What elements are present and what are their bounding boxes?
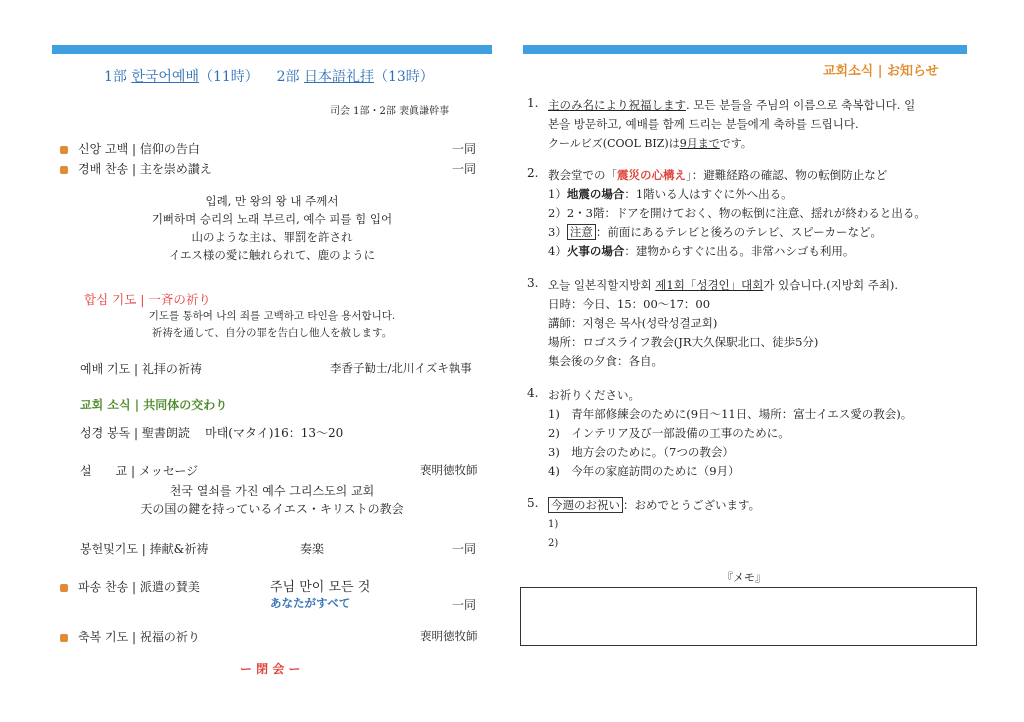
sermon-title [52, 482, 492, 518]
sermon-title-ja: 天の国の鍵を持っているイエス・キリストの教会 [140, 502, 404, 516]
offering-right: 一同 [452, 542, 477, 556]
notice-2-earthquake: 震災の心構え [617, 168, 686, 182]
hymn-line: 山のような主は、罪罰を許され [191, 230, 353, 244]
sub-num: 4） [548, 244, 567, 258]
hymn-lyrics [52, 192, 492, 264]
sub-fire: 火事の場合 [566, 244, 625, 258]
sub-fire-text: ：建物からすぐに出る。非常ハシゴも利用。 [624, 244, 855, 258]
notice-1-text: . 모든 분들을 주님의 이름으로 축복합니다. 일 [686, 98, 916, 112]
praise-label: 경배 찬송 | 主を崇め讃え [78, 162, 212, 176]
sub-caution: 注意 [567, 224, 596, 240]
notice-2-number: 2. [527, 166, 539, 180]
sending-hymn-label: 파송 찬송 | 派遣の賛美 [78, 580, 200, 594]
sub-num: 1） [548, 187, 567, 201]
notice-4-item: 3) 地方会のために。（7つの教会） [548, 445, 734, 459]
praise-row [60, 160, 212, 177]
notice-5-item: 1) [548, 519, 559, 530]
benediction-row [60, 628, 200, 645]
sending-hymn-right: 一同 [452, 598, 477, 612]
notice-1-line2: 본을 방문하고, 예배를 함께 드리는 분들에게 축하를 드립니다. [548, 117, 859, 131]
memo-title: 『メモ』 [722, 571, 766, 584]
notice-3-dinner: 集会後の夕食：各自。 [548, 354, 663, 368]
notice-4-item: 1) 青年部修練会のために(9日～11日、場所：富士イエス愛の教会)。 [548, 407, 913, 421]
bullet-icon [60, 166, 68, 174]
praise-right: 一同 [452, 162, 477, 176]
part2-link[interactable]: 日本語礼拝 [303, 69, 374, 85]
notice-2-post: 」：避難経路の確認、物の転倒防止など [686, 168, 888, 182]
memo-box[interactable] [520, 587, 977, 646]
sending-hymn-row [60, 578, 200, 595]
notices-title: 교회소식 | お知らせ [823, 64, 939, 79]
offering-label: 봉헌및기도 | 捧献&祈祷 [80, 542, 209, 556]
part1-prefix: 1部 [104, 69, 132, 85]
notice-5-text: ：おめでとうございます。 [623, 498, 761, 512]
closing: ー 閉 会 ー [240, 662, 301, 676]
notice-3-pre: 오늘 일본직할지방회 [548, 278, 656, 292]
sub-quake: 地震の場合 [566, 187, 625, 201]
service-header [104, 66, 434, 86]
bullet-icon [60, 584, 68, 592]
sermon-label: 설 교 | メッセージ [80, 464, 199, 478]
sub-floors: 2）2・3階：ドアを開けておく、物の転倒に注意、揺れが終わると出る。 [548, 206, 926, 220]
sending-hymn-song-ja: あなたがすべて [270, 596, 351, 610]
scripture-ref: 마태(マタイ)16：13～20 [205, 426, 344, 440]
notice-3-place: 場所：ロゴスライフ教会(JR大久保駅北口、徒歩5分) [548, 335, 819, 349]
part1-time: （11時） [198, 69, 259, 85]
confession-right: 一同 [452, 142, 477, 156]
notice-4 [548, 386, 912, 481]
confession-label: 신앙 고백 | 信仰の告白 [78, 142, 200, 156]
notice-3-speaker: 講師：지형은 목사(성락성결교회) [548, 316, 718, 330]
notice-1-blessing: 主のみ名により祝福します [548, 98, 686, 112]
prayer-line: 기도를 통하여 나의 죄를 고백하고 타인을 용서합니다. [148, 310, 396, 322]
part1-link[interactable]: 한국어예배 [131, 69, 199, 85]
part2-time: （13時） [373, 69, 434, 85]
notice-2-pre: 教会堂での「 [548, 168, 617, 182]
sermon-preacher: 裵明徳牧師 [420, 463, 478, 477]
notice-4-item: 4) 今年の家庭訪問のために（9月） [548, 464, 740, 478]
notice-1-number: 1. [527, 96, 539, 110]
notice-3-post: 가 있습니다.(지방회 주최). [763, 278, 899, 292]
notice-5-number: 5. [527, 496, 539, 510]
worship-prayer-label: 예배 기도 | 礼拝の祈祷 [80, 362, 202, 376]
sub-quake-text: ：1階いる人はすぐに外へ出る。 [624, 187, 793, 201]
hymn-line: 입례, 만 왕의 왕 내 주께서 [205, 194, 339, 208]
notice-1-coolbiz: クールビズ(COOL BIZ)は [548, 137, 680, 150]
church-news-title: 교회 소식 | 共同体の交わり [80, 398, 228, 412]
notice-5-celebration: 今週のお祝い [548, 497, 623, 513]
notice-1 [548, 96, 915, 153]
presider: 司会 1部・2部 裵眞謙幹事 [330, 106, 450, 117]
notice-5-item: 2) [548, 538, 559, 549]
sermon-title-ko: 천국 열쇠를 가진 예수 그리스도의 교회 [169, 484, 375, 498]
worship-prayer-right: 李香子勧士/北川イズキ執事 [330, 361, 472, 375]
notice-3-event: 제1회「성경인」대회 [655, 278, 764, 292]
notice-4-number: 4. [527, 386, 539, 400]
notice-3-number: 3. [527, 276, 539, 290]
notice-5 [548, 496, 760, 553]
bullet-icon [60, 146, 68, 154]
confession-row [60, 140, 200, 157]
scripture-label: 성경 봉독 | 聖書朗読 [80, 426, 190, 440]
prayer-title: 합심 기도 | 一斉の祈り [84, 292, 211, 307]
prayer-line: 祈祷を通して、自分の罪を告白し他人を赦します。 [151, 327, 393, 339]
hymn-line: イエス様の愛に触れられて、鹿のように [168, 248, 376, 262]
hymn-line: 기뻐하며 승리의 노래 부르리, 예수 피를 힘 입어 [151, 212, 393, 226]
sub-num: 3） [548, 225, 567, 239]
sending-hymn-song-ko: 주님 만이 모든 것 [270, 580, 371, 595]
bullet-icon [60, 634, 68, 642]
notice-4-title: お祈りください。 [548, 388, 640, 402]
notice-1-end: です。 [719, 137, 752, 150]
part2-prefix: 2部 [276, 69, 304, 85]
notice-3-date: 日時：今日、15：00～17：00 [548, 297, 711, 311]
scripture-row [80, 424, 343, 441]
left-header-bar [52, 45, 492, 54]
benediction-right: 裵明徳牧師 [420, 629, 478, 643]
notice-1-until: 9月まで [679, 137, 720, 150]
notice-4-item: 2) インテリア及び一部設備の工事のために。 [548, 426, 790, 440]
benediction-label: 축복 기도 | 祝福の祈り [78, 630, 200, 644]
sub-caution-text: ：前面にあるテレビと後ろのテレビ、スピーカーなど。 [595, 225, 883, 239]
offering-mid: 奏楽 [300, 542, 325, 556]
notice-2 [548, 166, 926, 261]
right-header-bar [523, 45, 967, 54]
prayer-text [52, 308, 492, 342]
notice-3 [548, 276, 898, 371]
